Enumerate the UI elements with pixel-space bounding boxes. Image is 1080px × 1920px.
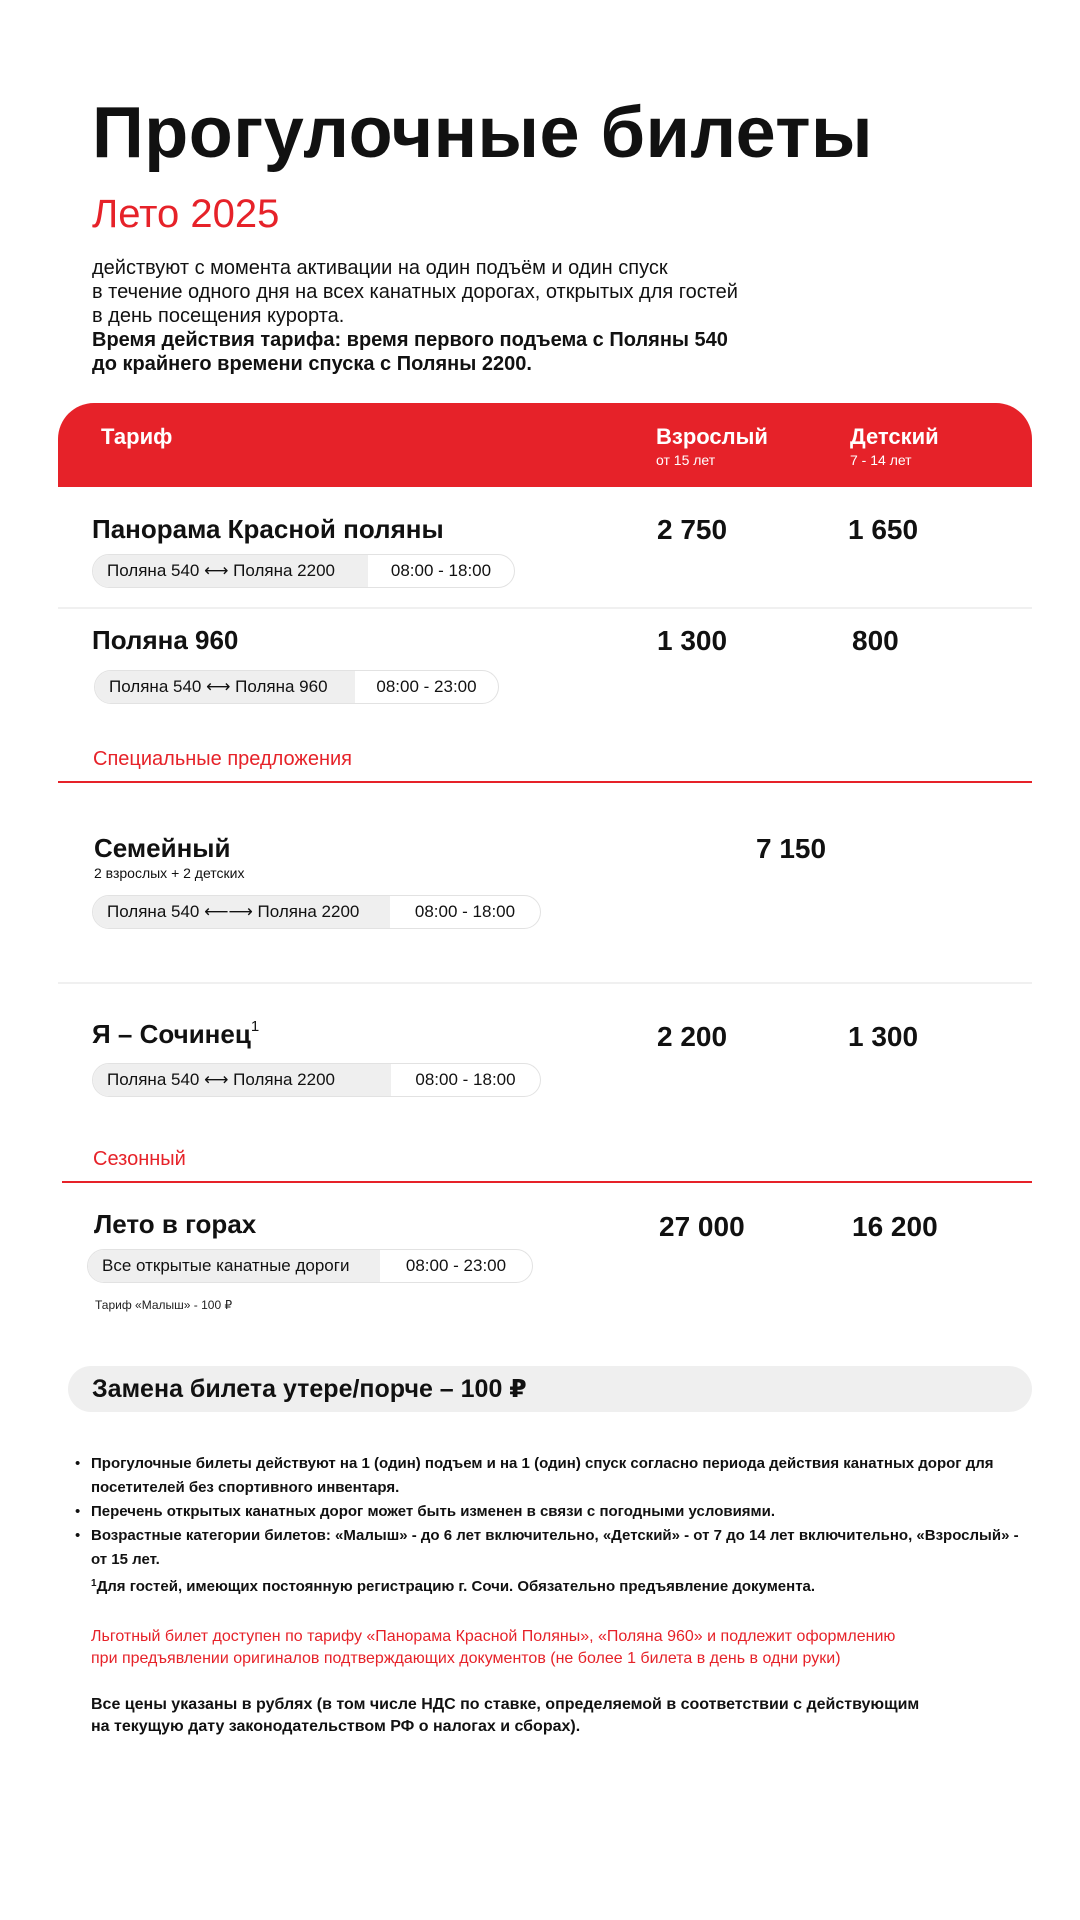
route-label: Поляна 540 ⟷ Поляна 2200	[93, 555, 368, 587]
price-family: 7 150	[756, 833, 827, 864]
section-title-special: Специальные предложения	[93, 748, 352, 770]
column-adult	[656, 424, 768, 468]
intro-line: в день посещения курорта.	[92, 305, 345, 327]
footnote-item	[75, 1524, 1025, 1572]
price-adult-panorama: 2 750	[657, 514, 728, 545]
column-adult-label: Взрослый	[656, 424, 768, 449]
price-adult-sochi: 2 200	[657, 1021, 728, 1052]
footnote-text: Возрастные категории билетов: «Малыш» - до 6 лет включительно, «Детский» - от 7 до 14 лет включительно, «Взрослый» - от 15 лет.	[91, 1527, 1019, 1568]
route-label: Поляна 540 ⟷ Поляна 2200	[93, 1064, 391, 1096]
vat-note-line: Все цены указаны в рублях (в том числе НДС по ставке, определяемой в соответствии с действующим	[91, 1696, 920, 1713]
route-label: Все открытые канатные дороги	[88, 1250, 380, 1282]
price-child-sochi: 1 300	[848, 1021, 919, 1052]
page-title: Прогулочные билеты	[92, 93, 873, 173]
route-pill-summer	[87, 1249, 533, 1283]
tariff-name-sochi	[92, 1018, 259, 1050]
price-child-summer: 16 200	[852, 1211, 938, 1242]
bullet: •	[75, 1455, 81, 1472]
tariff-name-sochi-label: Я – Сочинец	[92, 1019, 251, 1049]
section-line	[62, 1181, 1032, 1183]
time-label: 08:00 - 23:00	[376, 677, 477, 696]
table-header	[58, 403, 1032, 487]
bullet: •	[75, 1527, 81, 1544]
footnotes	[75, 1452, 1025, 1599]
intro-bold-line: до крайнего времени спуска с Поляны 2200.	[92, 353, 532, 375]
discount-note-line: при предъявлении оригиналов подтверждающих документов (не более 1 билета в день в одни руки)	[91, 1650, 841, 1667]
column-child-age: 7 - 14 лет	[850, 452, 912, 468]
footnote-marker: 1	[250, 1018, 260, 1035]
time-label: 08:00 - 18:00	[414, 902, 516, 921]
season-subtitle: Лето 2025	[92, 192, 280, 236]
footnote-item	[75, 1452, 1025, 1500]
intro-line: в течение одного дня на всех канатных дорогах, открытых для гостей	[92, 281, 738, 303]
route-pill-family	[92, 895, 541, 929]
row-divider	[58, 982, 1032, 984]
tariff-name-polyana960: Поляна 960	[92, 625, 239, 655]
tariff-name-family: Семейный	[94, 833, 231, 863]
intro-line: действуют с момента активации на один подъём и один спуск	[92, 257, 668, 279]
footnote-text: Перечень открытых канатных дорог может быть изменен в связи с погодными условиями.	[91, 1503, 776, 1520]
route-label: Поляна 540 ⟷ Поляна 960	[95, 671, 355, 703]
intro-text	[92, 256, 738, 376]
footnote-item	[75, 1500, 1025, 1524]
intro-bold-line: Время действия тарифа: время первого подъема с Поляны 540	[92, 329, 728, 351]
footnote-text: Прогулочные билеты действуют на 1 (один) подъем и на 1 (один) спуск согласно периода действия канатных дорог для посетителей без спортивного инвентаря.	[91, 1455, 994, 1496]
column-child	[850, 424, 939, 468]
tariff-name-panorama: Панорама Красной поляны	[92, 514, 444, 544]
route-pill-panorama	[92, 554, 515, 588]
column-adult-age: от 15 лет	[656, 452, 716, 468]
footnote-marker: 1	[91, 1578, 97, 1589]
time-label: 08:00 - 23:00	[405, 1256, 507, 1275]
time-label: 08:00 - 18:00	[390, 561, 492, 580]
column-tariff: Тариф	[101, 424, 173, 449]
vat-note	[91, 1694, 919, 1738]
footnote-text: Для гостей, имеющих постоянную регистрацию г. Сочи. Обязательно предъявление документа.	[96, 1578, 816, 1595]
row-divider	[58, 607, 1032, 609]
section-line	[58, 781, 1032, 783]
route-pill-polyana960	[94, 670, 499, 704]
bullet: •	[75, 1503, 81, 1520]
price-adult-summer: 27 000	[659, 1211, 745, 1242]
tariff-name-summer: Лето в горах	[94, 1209, 257, 1239]
price-adult-polyana960: 1 300	[657, 625, 728, 656]
footnote-sochi	[75, 1572, 1025, 1599]
column-child-label: Детский	[850, 424, 939, 449]
discount-note-line: Льготный билет доступен по тарифу «Панорама Красной Поляны», «Поляна 960» и подлежит оформлению	[91, 1628, 896, 1645]
route-pill-sochi	[92, 1063, 541, 1097]
price-child-polyana960: 800	[852, 625, 899, 656]
ticket-replacement-banner: Замена билета утере/порче – 100 ₽	[68, 1366, 1032, 1412]
price-child-panorama: 1 650	[848, 514, 919, 545]
vat-note-line: на текущую дату законодательством РФ о налогах и сборах).	[91, 1718, 581, 1735]
tariff-note-malysh: Тариф «Малыш» - 100 ₽	[95, 1298, 233, 1312]
route-label: Поляна 540 ⟵⟶ Поляна 2200	[93, 896, 390, 928]
section-title-seasonal: Сезонный	[93, 1148, 186, 1170]
discount-note	[91, 1626, 895, 1670]
tariff-desc-family: 2 взрослых + 2 детских	[94, 865, 245, 881]
time-label: 08:00 - 18:00	[415, 1070, 516, 1089]
